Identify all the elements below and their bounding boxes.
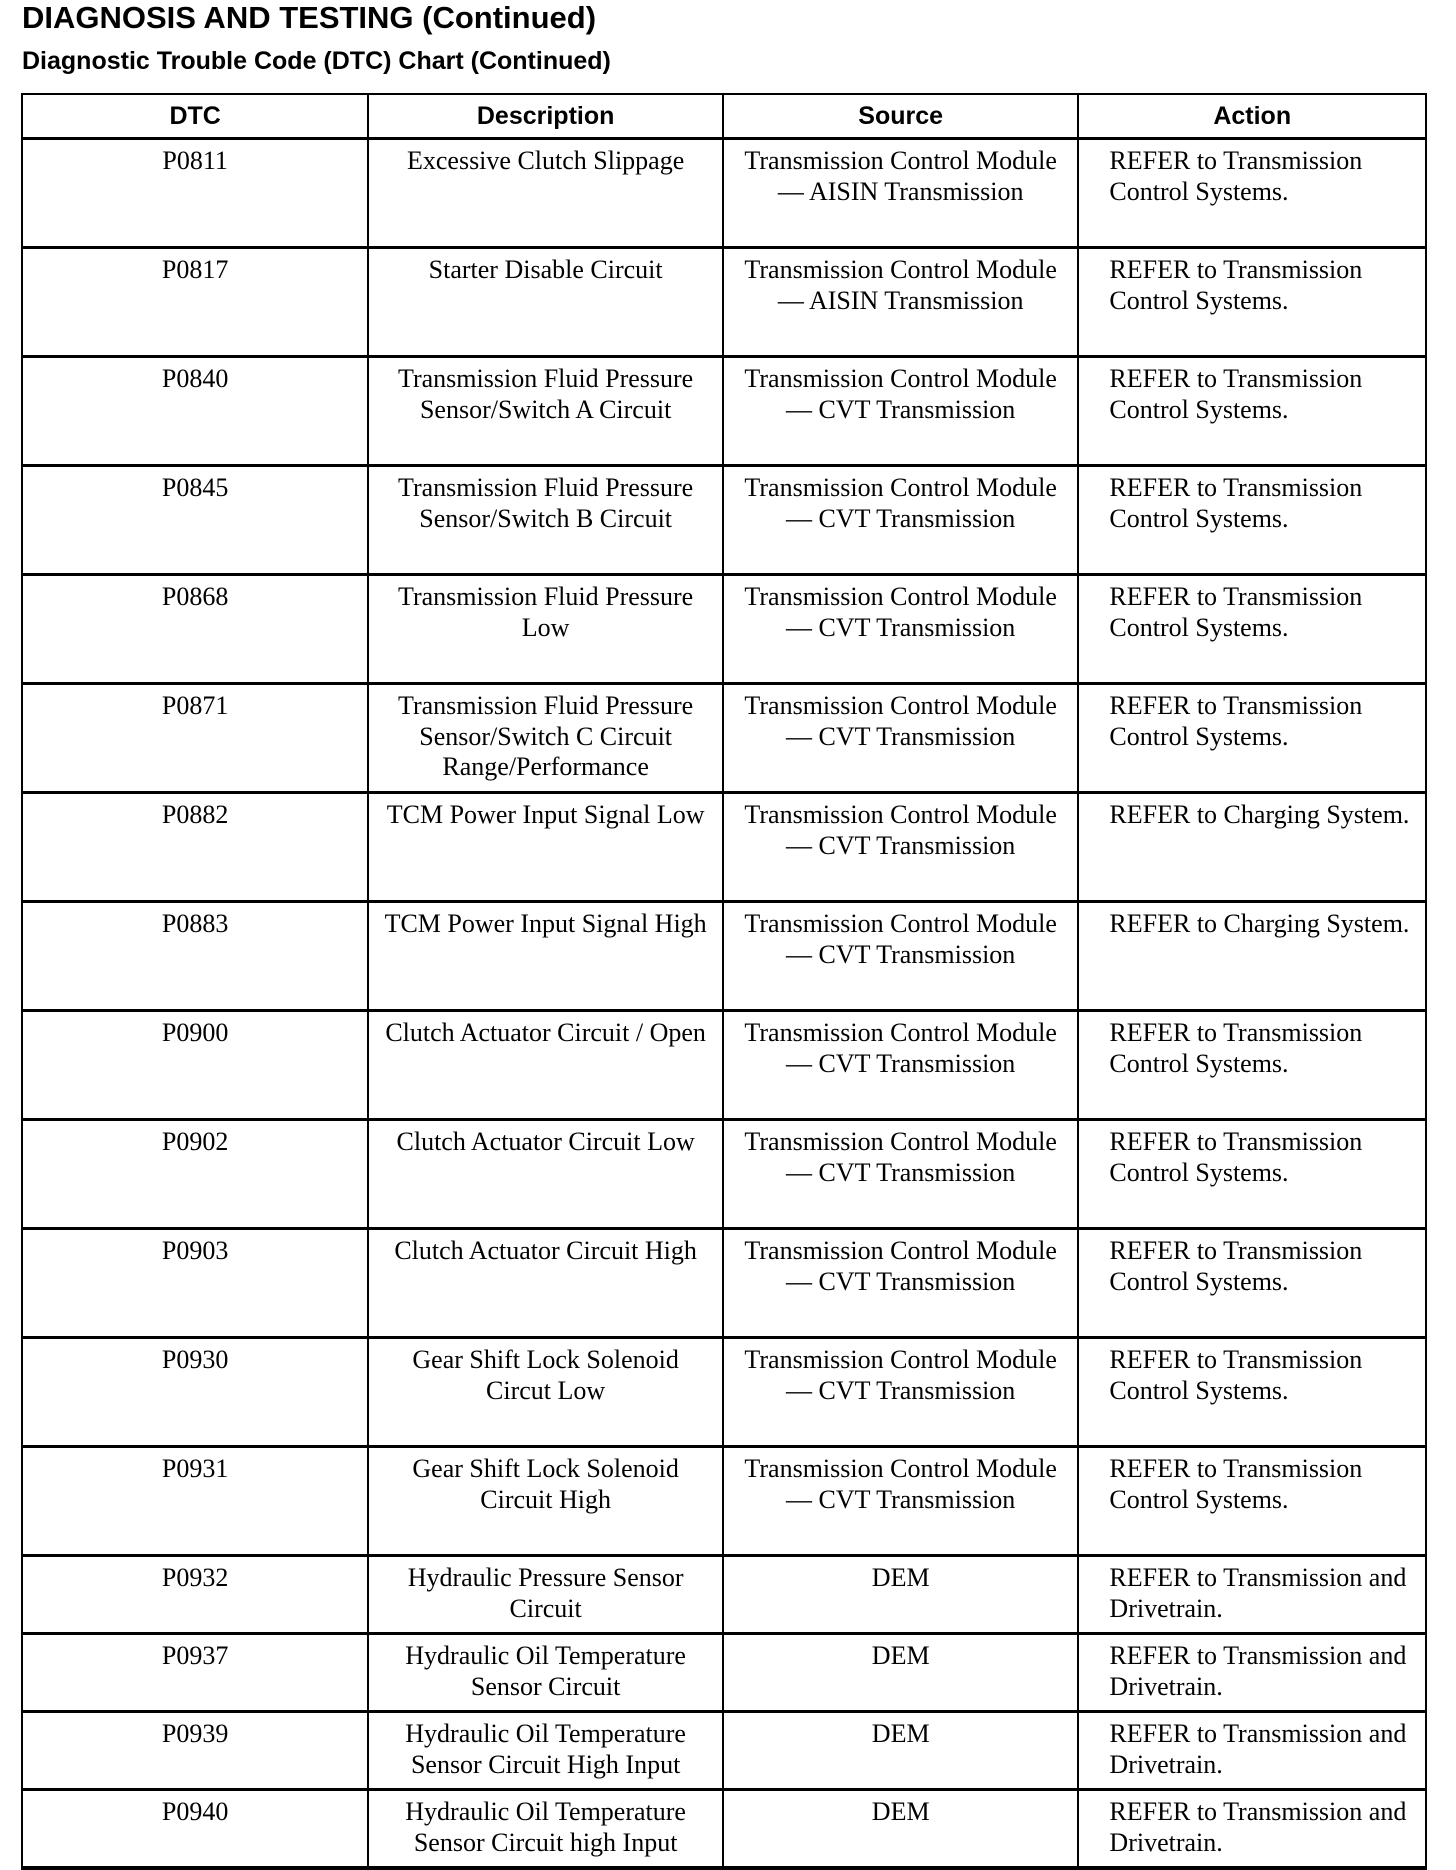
action-cell: REFER to Charging System. — [1078, 793, 1426, 902]
table-row — [22, 1790, 1426, 1869]
table-row — [22, 139, 1426, 248]
source-cell: Transmission Control Module — CVT Transmission — [723, 575, 1078, 684]
chart-subtitle: Diagnostic Trouble Code (DTC) Chart (Continued) — [22, 47, 611, 75]
description-cell: Transmission Fluid Pressure Sensor/Switch A Circuit — [368, 357, 723, 466]
dtc-cell: P0882 — [22, 793, 368, 902]
action-cell: REFER to Transmission Control Systems. — [1078, 575, 1426, 684]
table-header-row — [22, 94, 1426, 139]
action-cell: REFER to Transmission Control Systems. — [1078, 1229, 1426, 1338]
table-row — [22, 575, 1426, 684]
dtc-cell: P0937 — [22, 1634, 368, 1712]
action-cell: REFER to Transmission Control Systems. — [1078, 1011, 1426, 1120]
table-row — [22, 357, 1426, 466]
description-cell: Gear Shift Lock Solenoid Circuit High — [368, 1447, 723, 1556]
column-header-dtc: DTC — [22, 94, 368, 139]
source-cell: DEM — [723, 1712, 1078, 1790]
action-cell: REFER to Transmission Control Systems. — [1078, 1338, 1426, 1447]
source-cell: Transmission Control Module — CVT Transmission — [723, 357, 1078, 466]
dtc-cell: P0902 — [22, 1120, 368, 1229]
dtc-cell: P0868 — [22, 575, 368, 684]
table-row — [22, 1712, 1426, 1790]
description-cell: Transmission Fluid Pressure Sensor/Switch B Circuit — [368, 466, 723, 575]
source-cell: Transmission Control Module — CVT Transmission — [723, 902, 1078, 1011]
description-cell: Transmission Fluid Pressure Sensor/Switch C Circuit Range/Performance — [368, 684, 723, 793]
dtc-cell: P0940 — [22, 1790, 368, 1869]
source-cell: Transmission Control Module — CVT Transmission — [723, 1447, 1078, 1556]
dtc-cell: P0903 — [22, 1229, 368, 1338]
dtc-cell: P0845 — [22, 466, 368, 575]
action-cell: REFER to Transmission Control Systems. — [1078, 248, 1426, 357]
description-cell: TCM Power Input Signal Low — [368, 793, 723, 902]
table-row — [22, 684, 1426, 793]
source-cell: Transmission Control Module — CVT Transmission — [723, 1229, 1078, 1338]
description-cell: Hydraulic Oil Temperature Sensor Circuit High Input — [368, 1712, 723, 1790]
table-row — [22, 1011, 1426, 1120]
description-cell: Clutch Actuator Circuit High — [368, 1229, 723, 1338]
table-row — [22, 1120, 1426, 1229]
description-cell: Clutch Actuator Circuit Low — [368, 1120, 723, 1229]
source-cell: Transmission Control Module — CVT Transmission — [723, 1011, 1078, 1120]
source-cell: DEM — [723, 1634, 1078, 1712]
source-cell: Transmission Control Module — AISIN Transmission — [723, 248, 1078, 357]
source-cell: Transmission Control Module — CVT Transmission — [723, 1120, 1078, 1229]
dtc-cell: P0932 — [22, 1556, 368, 1634]
table-row — [22, 248, 1426, 357]
description-cell: Hydraulic Pressure Sensor Circuit — [368, 1556, 723, 1634]
source-cell: Transmission Control Module — AISIN Transmission — [723, 139, 1078, 248]
table-row — [22, 466, 1426, 575]
action-cell: REFER to Transmission and Drivetrain. — [1078, 1790, 1426, 1869]
action-cell: REFER to Transmission Control Systems. — [1078, 1120, 1426, 1229]
description-cell: Transmission Fluid Pressure Low — [368, 575, 723, 684]
dtc-cell: P0930 — [22, 1338, 368, 1447]
source-cell: Transmission Control Module — CVT Transmission — [723, 793, 1078, 902]
action-cell: REFER to Transmission and Drivetrain. — [1078, 1634, 1426, 1712]
description-cell: Starter Disable Circuit — [368, 248, 723, 357]
source-cell: DEM — [723, 1790, 1078, 1869]
dtc-cell: P0840 — [22, 357, 368, 466]
description-cell: Excessive Clutch Slippage — [368, 139, 723, 248]
description-cell: Gear Shift Lock Solenoid Circut Low — [368, 1338, 723, 1447]
table-row — [22, 1447, 1426, 1556]
column-header-description: Description — [368, 94, 723, 139]
description-cell: Hydraulic Oil Temperature Sensor Circuit high Input — [368, 1790, 723, 1869]
action-cell: REFER to Transmission Control Systems. — [1078, 357, 1426, 466]
description-cell: Clutch Actuator Circuit / Open — [368, 1011, 723, 1120]
table-row — [22, 793, 1426, 902]
dtc-cell: P0817 — [22, 248, 368, 357]
description-cell: TCM Power Input Signal High — [368, 902, 723, 1011]
source-cell: Transmission Control Module — CVT Transmission — [723, 684, 1078, 793]
dtc-cell: P0900 — [22, 1011, 368, 1120]
table-row — [22, 1634, 1426, 1712]
action-cell: REFER to Transmission Control Systems. — [1078, 684, 1426, 793]
action-cell: REFER to Transmission Control Systems. — [1078, 1447, 1426, 1556]
action-cell: REFER to Transmission Control Systems. — [1078, 139, 1426, 248]
table-row — [22, 1229, 1426, 1338]
action-cell: REFER to Transmission and Drivetrain. — [1078, 1712, 1426, 1790]
dtc-table — [21, 93, 1427, 1870]
table-row — [22, 1556, 1426, 1634]
column-header-action: Action — [1078, 94, 1426, 139]
dtc-cell: P0811 — [22, 139, 368, 248]
description-cell: Hydraulic Oil Temperature Sensor Circuit — [368, 1634, 723, 1712]
action-cell: REFER to Transmission Control Systems. — [1078, 466, 1426, 575]
action-cell: REFER to Charging System. — [1078, 902, 1426, 1011]
dtc-cell: P0883 — [22, 902, 368, 1011]
source-cell: Transmission Control Module — CVT Transmission — [723, 466, 1078, 575]
column-header-source: Source — [723, 94, 1078, 139]
source-cell: DEM — [723, 1556, 1078, 1634]
page-title: DIAGNOSIS AND TESTING (Continued) — [22, 0, 597, 35]
dtc-cell: P0871 — [22, 684, 368, 793]
dtc-cell: P0939 — [22, 1712, 368, 1790]
source-cell: Transmission Control Module — CVT Transmission — [723, 1338, 1078, 1447]
table-row — [22, 1338, 1426, 1447]
table-row — [22, 902, 1426, 1011]
action-cell: REFER to Transmission and Drivetrain. — [1078, 1556, 1426, 1634]
dtc-cell: P0931 — [22, 1447, 368, 1556]
